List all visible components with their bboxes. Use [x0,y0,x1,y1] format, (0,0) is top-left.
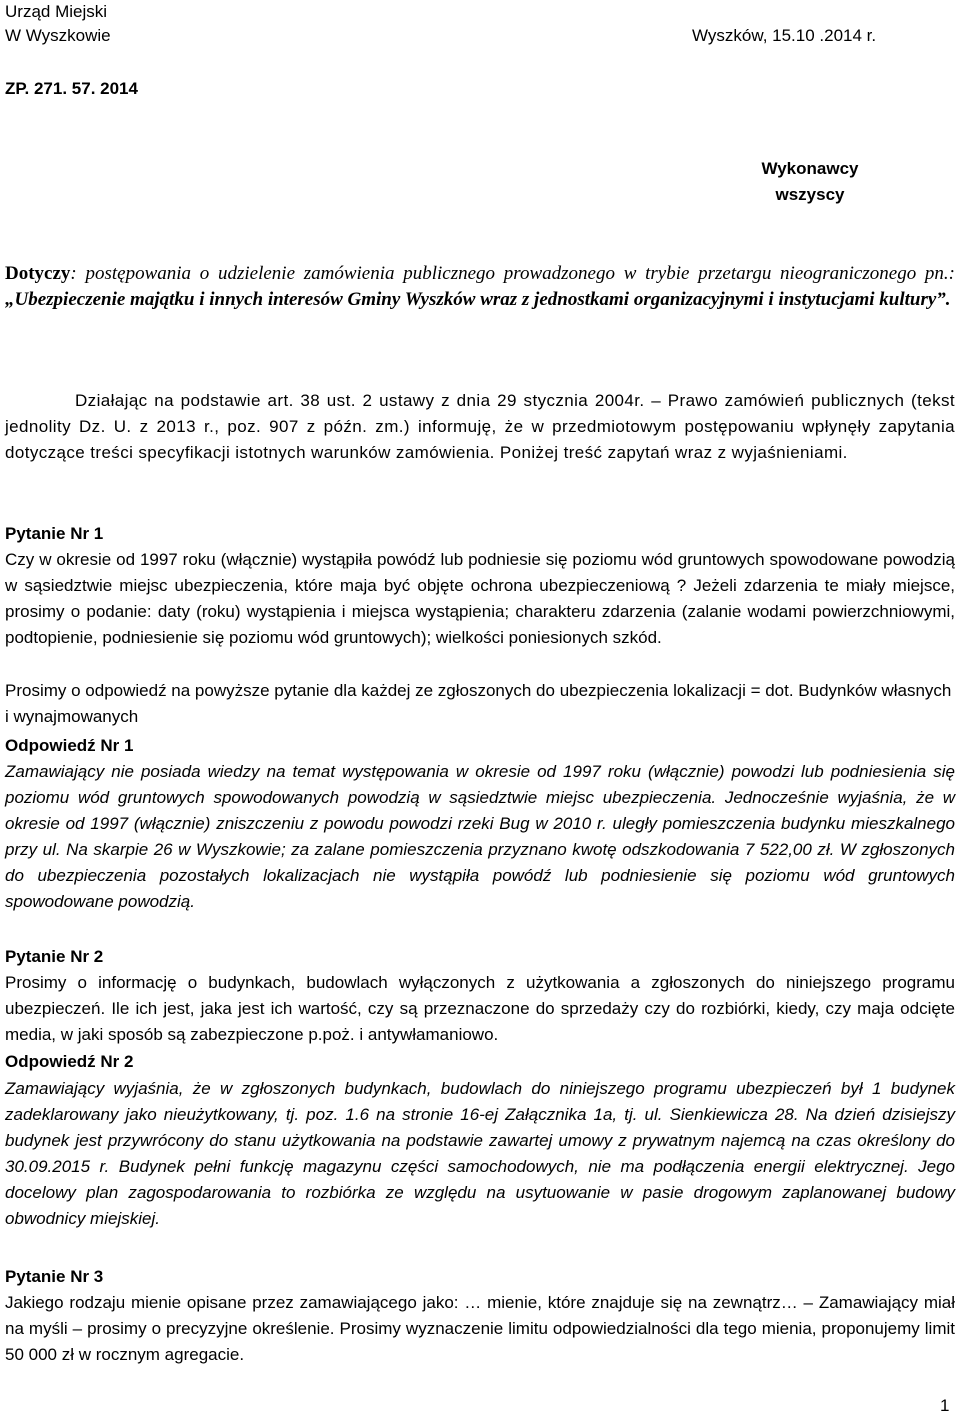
issuer-block [5,0,111,48]
answer-1-heading: Odpowiedź Nr 1 [5,736,134,755]
recipient-line-1: Wykonawcy [761,159,859,178]
question-3-text: Jakiego rodzaju mienie opisane przez zamawiającego jako: … mienie, które znajduje się na zewnątrz… – Zamawiający miał na myśli – prosimy o precyzyjne określenie. Prosimy wyznaczenie limitu odpowiedzialności dla tego mienia, proponujemy limit 50 000 zł w rocznym agregacie. [5,1293,955,1364]
question-1-text-2: Prosimy o odpowiedź na powyższe pytanie dla każdej ze zgłoszonych do ubezpieczenia lokalizacji = dot. Budynków własnych i wynajmowanych [5,681,952,726]
reference-number: ZP. 271. 57. 2014 [5,79,138,98]
issuer-line-2: W Wyszkowie [5,26,111,45]
place-date: Wyszków, 15.10 .2014 r. [692,26,877,45]
recipient-line-2: wszyscy [775,185,845,204]
subject-paragraph [5,261,955,313]
subject-text: : postępowania o udzielenie zamówienia publicznego prowadzonego w trybie przetargu nieograniczonego pn.: [70,263,955,284]
intro-paragraph: Działając na podstawie art. 38 ust. 2 ustawy z dnia 29 stycznia 2004r. – Prawo zamówień publicznych (tekst jednolity Dz. U. z 2013 r., poz. 907 z późn. zm.) informuję, że w przedmiotowym postępowaniu wpłynęły zapytania dotyczące treści specyfikacji istotnych warunków zamówienia. Poniżej treść zapytań wraz z wyjaśnieniami. [5,391,955,462]
page-number: 1 [940,1396,950,1415]
question-2-text: Prosimy o informację o budynkach, budowlach wyłączonych z użytkowania a zgłoszonych do niniejszego programu ubezpieczeń. Ile ich jest, jaka jest ich wartość, czy są przeznaczone do sprzedaży czy do rozbiórki, kiedy, czy maja odcięte media, w jaki sposób są zabezpieczone p.poż. i antywłamaniowo. [5,973,955,1044]
answer-2-heading: Odpowiedź Nr 2 [5,1052,134,1071]
recipient-block [740,156,880,208]
question-3-heading: Pytanie Nr 3 [5,1267,104,1286]
question-1-text: Czy w okresie od 1997 roku (włącznie) wystąpiła powódź lub podniesie się poziomu wód gruntowych spowodowane powodzią w sąsiedztwie miejsc ubezpieczenia, które maja być objęte ochrona ubezpieczeniową ? Jeżeli zdarzenia te miały miejsce, prosimy o podanie: daty (roku) wystąpienia i miejsca wystąpienia; charakteru zdarzenia (zalanie wodami powierzchniowymi, podtopienie, podniesienie się poziomu wód gruntowych); wielkości poniesionych szkód. [5,550,955,647]
subject-label: Dotyczy [5,263,71,284]
answer-1-text: Zamawiający nie posiada wiedzy na temat występowania w okresie od 1997 roku (włącznie) powodzi lub podniesienia się poziomu wód gruntowych spowodowanych powodzią w sąsiedztwie miejsc ubezpieczenia. Jednocześnie wyjaśnia, że w okresie od 1997 (włącznie) zniszczeniu z powodu powodzi rzeki Bug w 2010 r. uległy pomieszczenia budynku mieszkalnego przy ul. Na skarpie 26 w Wyszkowie; za zalane pomieszczenia przyznano kwotę odszkodowania 7 522,00 zł. W zgłoszonych do ubezpieczenia pozostałych lokalizacjach nie wystąpiła powódź lub podniesienie się poziomu wód gruntowych spowodowane powodzią. [5,762,955,911]
issuer-line-1: Urząd Miejski [5,2,108,21]
answer-2-text: Zamawiający wyjaśnia, że w zgłoszonych budynkach, budowlach do niniejszego programu ubezpieczeń był 1 budynek zadeklarowany jako nieużytkowany, tj. poz. 1.6 na stronie 16-ej Załącznika 1a, tj. ul. Sienkiewicza 28. Na dzień dzisiejszy budynek jest przywrócony do stanu użytkowania na podstawie zawartej umowy z prywatnym najemcą na czas określony do 30.09.2015 r. Budynek pełni funkcję magazynu części samochodowych, nie ma podłączenia energii elektrycznej. Jego docelowy plan zagospodarowania to rozbiórka ze względu na usytuowanie w pasie drogowym zaplanowanej budowy obwodnicy miejskiej. [5,1079,955,1228]
question-2-heading: Pytanie Nr 2 [5,947,104,966]
subject-title: „Ubezpieczenie majątku i innych interesów Gminy Wyszków wraz z jednostkami organizacyjnymi i instytucjami kultury”. [5,289,951,310]
question-1-heading: Pytanie Nr 1 [5,524,104,543]
